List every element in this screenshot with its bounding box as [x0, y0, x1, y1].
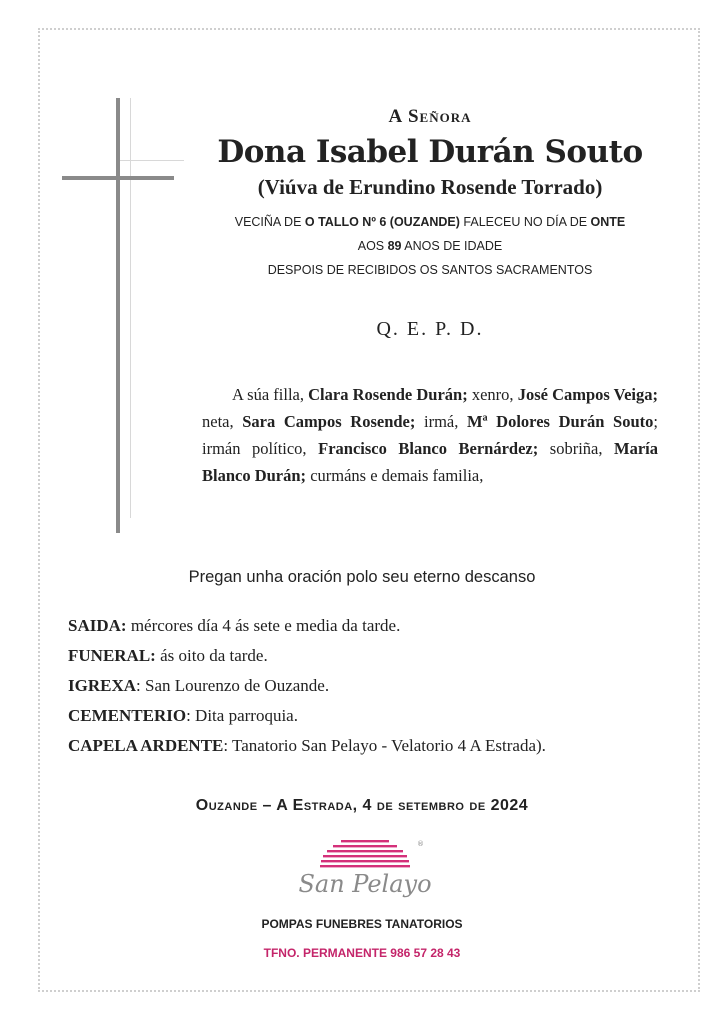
service-details	[68, 611, 546, 761]
detail-label: IGREXA	[68, 676, 137, 695]
family-name: José Campos Veiga;	[517, 385, 658, 404]
prayer-line: Pregan unha oración polo seu eterno descanso	[188, 568, 536, 586]
info-text: AOS	[357, 239, 388, 253]
detail-igrexa	[68, 671, 546, 701]
detail-value: : Dita parroquia.	[186, 706, 298, 725]
detail-value: mércores día 4 ás sete e media da tarde.	[126, 616, 401, 635]
detail-label: SAIDA:	[68, 616, 127, 635]
detail-cementerio	[68, 701, 546, 731]
info-address: O TALLO Nº 6 (OUZANDE)	[304, 215, 460, 229]
place-date: Ouzande – A Estrada, 4 de setembro de 2024	[195, 797, 529, 814]
qepd: Q. E. P. D.	[376, 318, 484, 340]
family-text: sobriña,	[538, 439, 615, 458]
detail-value: : San Lourenzo de Ouzande.	[136, 676, 330, 695]
family-name: María Blanco Durán;	[202, 439, 658, 485]
detail-saida	[68, 611, 546, 641]
registered-mark: ®	[417, 840, 424, 848]
info-line-sacraments: DESPOIS DE RECIBIDOS OS SANTOS SACRAMENTOS	[267, 263, 593, 277]
company-name: POMPAS FUNEBRES TANATORIOS	[261, 917, 463, 931]
info-text: FALECEU NO DÍA DE	[459, 215, 591, 229]
family-text: xenro,	[467, 385, 518, 404]
family-name: Sara Campos Rosende;	[242, 412, 416, 431]
info-age: 89	[387, 239, 402, 253]
info-day: ONTE	[590, 215, 626, 229]
info-line-residence	[200, 215, 660, 229]
family-text: neta,	[202, 412, 243, 431]
family-name: Clara Rosende Durán;	[308, 385, 468, 404]
deceased-name: Dona Isabel Durán Souto	[217, 134, 643, 170]
phone-line: TFNO. PERMANENTE 986 57 28 43	[263, 946, 461, 960]
info-text: VECIÑA DE	[234, 215, 305, 229]
family-text: curmáns e demais familia,	[306, 466, 484, 485]
detail-capela	[68, 731, 546, 761]
info-text: ANOS DE IDADE	[401, 239, 503, 253]
family-text: irmá,	[415, 412, 468, 431]
salutation: A Señora	[388, 106, 472, 127]
detail-label: FUNERAL:	[68, 646, 156, 665]
detail-label: CAPELA ARDENTE	[68, 736, 224, 755]
logo-text: San Pelayo	[298, 870, 432, 898]
info-line-age	[200, 239, 660, 253]
family-text: A súa filla,	[232, 385, 309, 404]
family-paragraph	[202, 381, 658, 489]
detail-funeral	[68, 641, 546, 671]
family-name: Mª Dolores Durán Souto	[467, 412, 654, 431]
logo-stripes-icon	[320, 840, 410, 867]
family-name: Francisco Blanco Bernárdez;	[318, 439, 539, 458]
widow-of: (Viúva de Erundino Rosende Torrado)	[257, 175, 603, 199]
detail-value: ás oito da tarde.	[155, 646, 268, 665]
detail-value: : Tanatorio San Pelayo - Velatorio 4 A Estrada).	[223, 736, 546, 755]
detail-label: CEMENTERIO	[68, 706, 187, 725]
family-text: ; irmán político,	[202, 412, 658, 458]
san-pelayo-logo	[295, 836, 435, 906]
